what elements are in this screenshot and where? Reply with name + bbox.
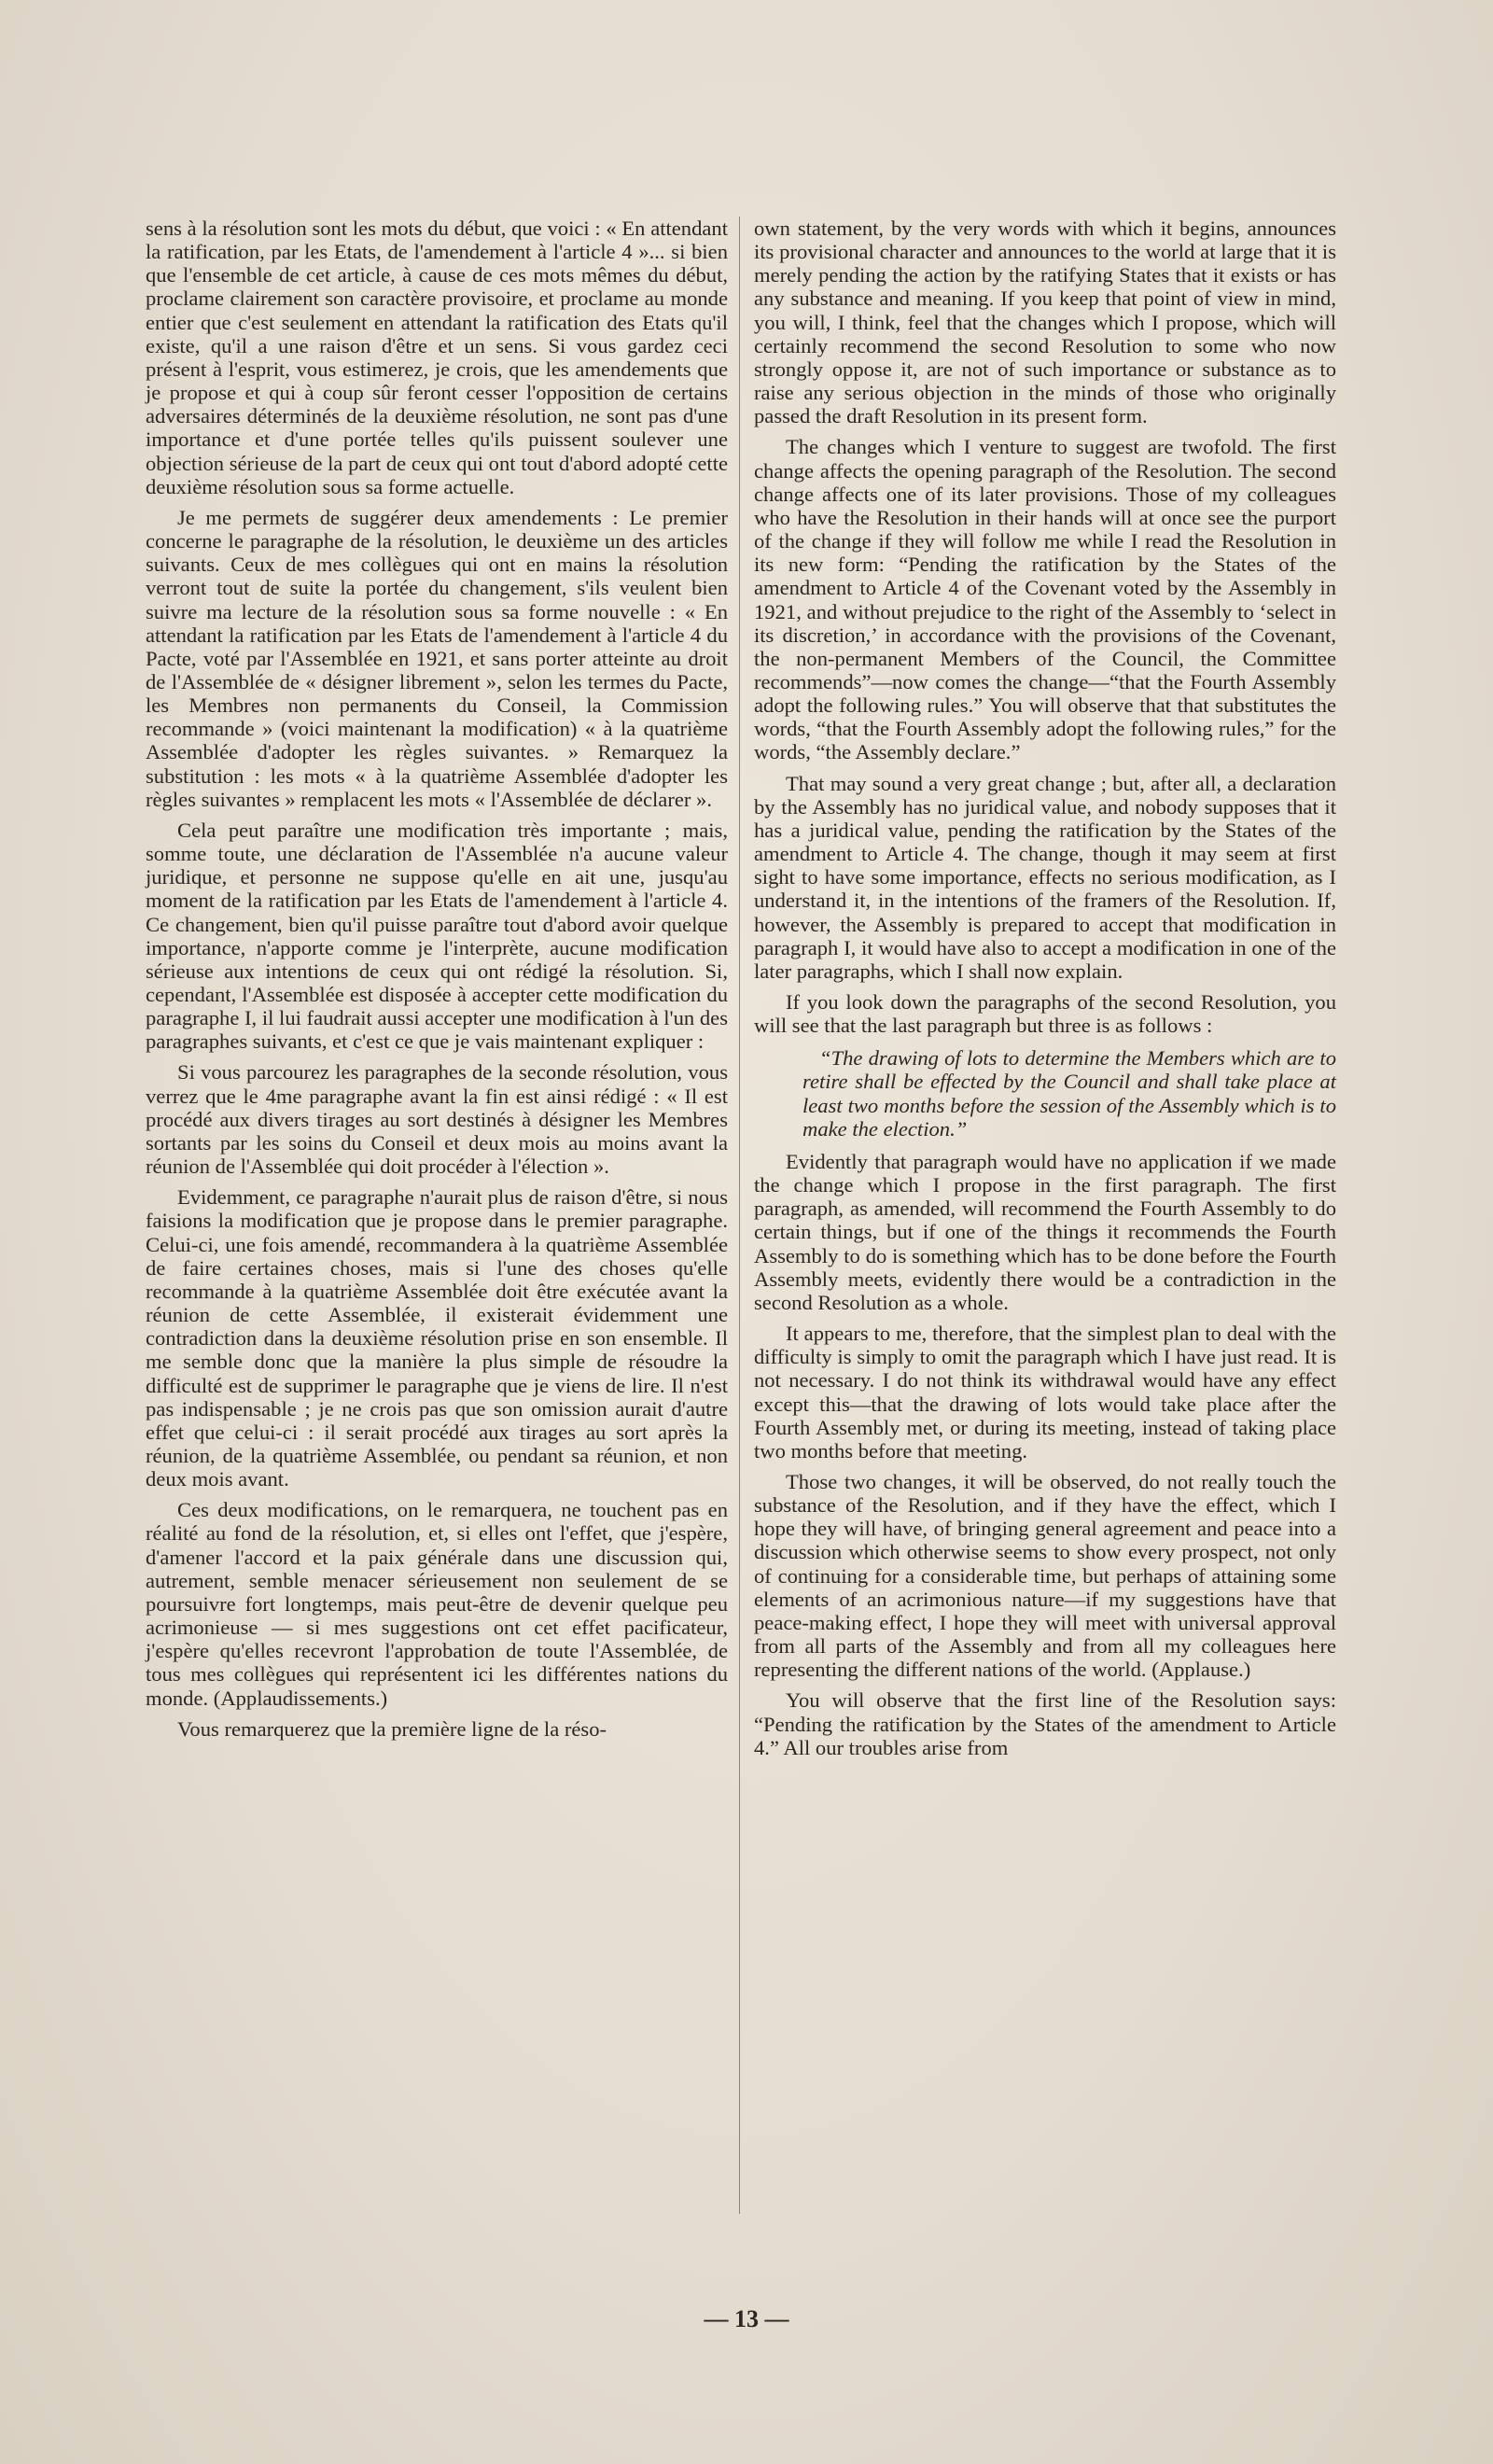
paragraph: You will observe that the first line of the Resolution says: “Pending the ratification by the States of the amendment to Article 4.” All our troubles arise from: [754, 1688, 1336, 1759]
french-column: [146, 217, 728, 1748]
paragraph: sens à la résolution sont les mots du début, que voici : « En attendant la ratification, par les Etats, de l'amendement à l'article 4 »... si bien que l'ensemble de cet article, à cause de ces mots mêmes du début, proclame clairement son caractère provisoire, et proclame au monde entier que c'est seulement en attendant la ratification des Etats qu'il existe, qu'il a une raison d'être et un sens. Si vous gardez ceci présent à l'esprit, vous estimerez, je crois, que les amendements que je propose et qui à coup sûr feront cesser l'opposition de certains adversaires déterminés de la deuxième résolution, ne sont pas d'une importance et d'une portée telles qu'ils puissent soulever une objection sérieuse de la part de ceux qui ont tout d'abord adopté cette deuxième résolution sous sa forme actuelle.: [146, 217, 728, 498]
quoted-paragraph: “The drawing of lots to determine the Members which are to retire shall be effected by the Council and shall take place at least two months before the session of the Assembly which is to make the election.”: [802, 1046, 1336, 1141]
column-divider: [739, 217, 740, 2214]
paragraph: Those two changes, it will be observed, do not really touch the substance of the Resolution, and if they have the effect, which I hope they will have, of bringing general agreement and peace into a discussion which otherwise seems to show every prospect, not only of continuing for a considerable time, but perhaps of attaining some elements of an acrimonious nature—if my suggestions have that peace-making effect, I hope they will meet with universal approval from all parts of the Assembly and from all my colleagues here representing the different nations of the world. (Applause.): [754, 1469, 1336, 1682]
paragraph: Ces deux modifications, on le remarquera, ne touchent pas en réalité au fond de la résolution, et, si elles ont l'effet, que j'espère, d'amener l'accord et la paix générale dans une discussion qui, autrement, semble menacer sérieusement non seulement de se poursuivre fort longtemps, mais peut-être de devenir quelque peu acrimonieuse — si mes suggestions ont cet effet pacificateur, j'espère qu'elles recevront l'approbation de toute l'Assemblée, de tous mes collègues qui représentent ici les différentes nations du monde. (Applaudissements.): [146, 1498, 728, 1710]
paragraph: Si vous parcourez les paragraphes de la seconde résolution, vous verrez que le 4me paragraphe avant la fin est ainsi rédigé : « Il est procédé aux divers tirages au sort destinés à désigner les Membres sortants par les soins du Conseil et deux mois au moins avant la réunion de l'Assemblée qui doit procéder à l'élection ».: [146, 1060, 728, 1179]
paragraph: own statement, by the very words with which it begins, announces its provisional character and announces to the world at large that it is merely pending the action by the ratifying States that it exists or has any substance and meaning. If you keep that point of view in mind, you will, I think, feel that the changes which I propose, which will certainly recommend the second Resolution to some who now strongly oppose it, are not of such importance or substance as to raise any serious objection in the minds of those who originally passed the draft Resolution in its present form.: [754, 217, 1336, 428]
page-number: — 13 —: [704, 2305, 789, 2332]
paragraph: That may sound a very great change ; but, after all, a declaration by the Assembly has no juridical value, and nobody supposes that it has a juridical value, pending the ratification by the States of the amendment to Article 4. The change, though it may seem at first sight to have some importance, effects no serious modification, as I understand it, in the intentions of the framers of the Resolution. If, however, the Assembly is prepared to accept that modification in paragraph I, it would have also to accept a modification in one of the later paragraphs, which I shall now explain.: [754, 771, 1336, 983]
english-column: [754, 217, 1336, 1767]
paragraph: The changes which I venture to suggest are twofold. The first change affects the opening paragraph of the Resolution. The second change affects one of its later provisions. Those of my colleagues who have the Resolution in their hands will at once see the purport of the change if they will follow me while I read the Resolution in its new form: “Pending the ratification by the States of the amendment to Article 4 of the Covenant voted by the Assembly in 1921, and without prejudice to the right of the Assembly to ‘select in its discretion,’ in accordance with the provisions of the Covenant, the non-permanent Members of the Council, the Committee recommends”—now comes the change—“that the Fourth Assembly adopt the following rules.” You will observe that that substitutes the words, “that the Fourth Assembly adopt the following rules,” for the words, “the Assembly declare.”: [754, 435, 1336, 764]
paragraph: If you look down the paragraphs of the second Resolution, you will see that the last paragraph but three is as follows :: [754, 990, 1336, 1038]
paragraph: Je me permets de suggérer deux amendements : Le premier concerne le paragraphe de la résolution, le deuxième un des articles suivants. Ceux de mes collègues qui ont en mains la résolution verront tout de suite la portée du changement, s'ils veulent bien suivre ma lecture de la résolution sous sa forme nouvelle : « En attendant la ratification par les Etats de l'amendement à l'article 4 du Pacte, voté par l'Assemblée en 1921, et sans porter atteinte au droit de l'Assemblée de « désigner librement », selon les termes du Pacte, les Membres non permanents du Conseil, la Commission recommande » (voici maintenant la modification) « à la quatrième Assemblée d'adopter les règles suivantes. » Remarquez la substitution : les mots « à la quatrième Assemblée d'adopter les règles suivantes » remplacent les mots « l'Assemblée de déclarer ».: [146, 505, 728, 811]
paragraph: Vous remarquerez que la première ligne de la réso-: [177, 1716, 607, 1741]
paragraph: It appears to me, therefore, that the simplest plan to deal with the difficulty is simply to omit the paragraph which I have just read. It is not necessary. I do not think its withdrawal would have any effect except this—that the drawing of lots would take place after the Fourth Assembly met, or during its meeting, instead of taking place two months before that meeting.: [754, 1322, 1336, 1463]
paragraph: Evidently that paragraph would have no application if we made the change which I propose in the first paragraph. The first paragraph, as amended, will recommend the Fourth Assembly to do certain things, but if one of the things it recommends the Fourth Assembly to do is something which has to be done before the Fourth Assembly meets, evidently there would be a contradiction in the second Resolution as a whole.: [754, 1149, 1336, 1314]
paragraph: Cela peut paraître une modification très importante ; mais, somme toute, une déclaration de l'Assemblée n'a aucune valeur juridique, et personne ne suppose qu'elle en ait une, jusqu'au moment de la ratification par les Etats de l'amendement à l'article 4. Ce changement, bien qu'il puisse paraître tout d'abord avoir quelque importance, n'apporte comme je l'interprète, aucune modification sérieuse aux intentions de ceux qui ont rédigé la résolution. Si, cependant, l'Assemblée est disposée à accepter cette modification du paragraphe I, il lui faudrait aussi accepter une modification à l'un des paragraphes suivants, et c'est ce que je vais maintenant expliquer :: [146, 818, 728, 1054]
paragraph: Evidemment, ce paragraphe n'aurait plus de raison d'être, si nous faisions la modification que je propose dans le premier paragraphe. Celui-ci, une fois amendé, recommandera à la quatrième Assemblée de faire certaines choses, mais si l'une des choses qu'elle recommande à la quatrième Assemblée doit être exécutée avant la réunion de cette Assemblée, il existerait évidemment une contradiction dans la deuxième résolution prise en son ensemble. Il me semble donc que la manière la plus simple de résoudre la difficulté est de supprimer le paragraphe que je viens de lire. Il n'est pas indispensable ; je ne crois pas que son omission aurait d'autre effet que celui-ci : il serait procédé aux tirages au sort après la réunion, de la quatrième Assemblée, ou pendant sa réunion, et non deux mois avant.: [146, 1185, 728, 1491]
